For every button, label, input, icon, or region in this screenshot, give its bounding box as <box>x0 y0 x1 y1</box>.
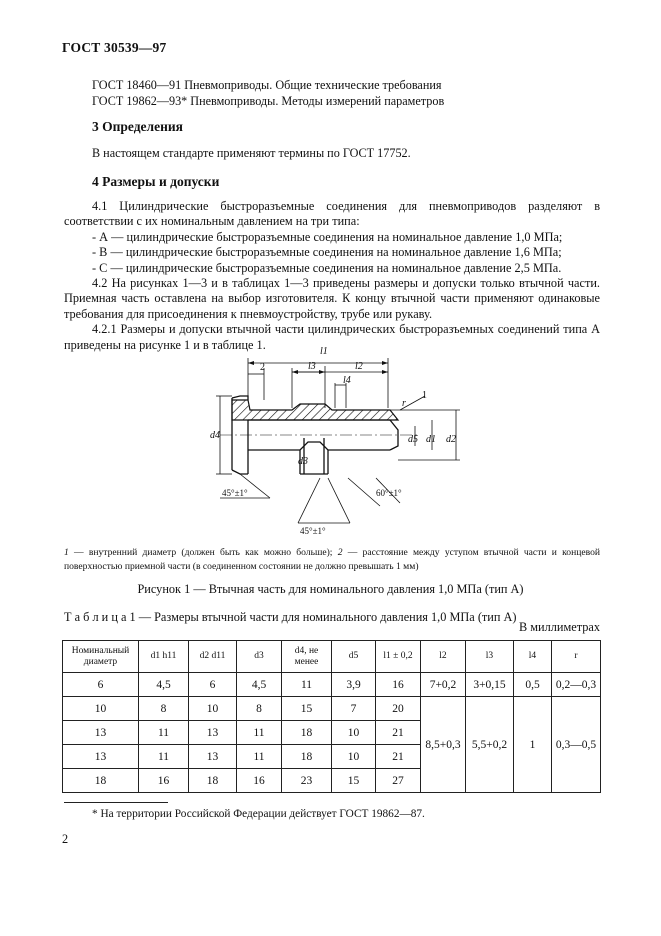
legend-text: — внутренний диаметр (должен быть как можно больше); <box>68 547 338 558</box>
table-cell: 11 <box>139 721 189 745</box>
table-cell: 11 <box>139 745 189 769</box>
table-cell: 7 <box>332 697 376 721</box>
chamfer-label: 45°±1° <box>300 526 326 536</box>
type-a-item: - А — цилиндрические быстроразъемные соединения на номинальное давление 1,0 МПа; <box>92 229 563 244</box>
table-cell: 4,5 <box>139 673 189 697</box>
label-l1: l1 <box>320 346 328 357</box>
table-cell: 20 <box>376 697 421 721</box>
table-cell: 8 <box>237 697 282 721</box>
footnote: * На территории Российской Федерации действует ГОСТ 19862—87. <box>92 808 425 820</box>
table-row <box>63 673 601 697</box>
column-header: d4, не менее <box>282 641 332 673</box>
table-cell: 7+0,2 <box>421 673 466 697</box>
table-cell: 18 <box>282 721 332 745</box>
type-c-item: - С — цилиндрические быстроразъемные соединения на номинальное давление 2,5 МПа. <box>92 260 562 275</box>
column-header: l1 ± 0,2 <box>376 641 421 673</box>
reference-line: ГОСТ 19862—93* Пневмоприводы. Методы измерений параметров <box>92 94 445 108</box>
table-cell: 13 <box>63 745 139 769</box>
table-header-row <box>63 641 601 673</box>
table-cell: 18 <box>63 769 139 793</box>
paragraph-4-2-1: 4.2.1 Размеры и допуски втычной части цилиндрических быстроразъемных соединений типа А приведены на рисунке 1 и в таблице 1. <box>64 322 600 352</box>
table-cell: 21 <box>376 745 421 769</box>
table-cell: 11 <box>237 721 282 745</box>
table-cell: 16 <box>376 673 421 697</box>
merged-cell: 0,3—0,5 <box>552 697 601 793</box>
table-cell: 16 <box>237 769 282 793</box>
footnote-divider <box>64 802 168 803</box>
table-cell: 23 <box>282 769 332 793</box>
label-l2: l2 <box>355 361 363 372</box>
callout-1: 1 <box>422 390 427 401</box>
column-header: r <box>552 641 601 673</box>
label-d2: d2 <box>446 434 456 445</box>
legend-number: 1 <box>64 547 69 558</box>
section-4-title: 4 Размеры и допуски <box>92 174 220 189</box>
type-b-item: - В — цилиндрические быстроразъемные соединения на номинальное давление 1,6 МПа; <box>92 245 562 260</box>
column-header: l2 <box>421 641 466 673</box>
table-cell: 15 <box>332 769 376 793</box>
table-cell: 15 <box>282 697 332 721</box>
label-d3: d3 <box>298 456 308 467</box>
table-cell: 0,5 <box>514 673 552 697</box>
merged-cell: 5,5+0,2 <box>466 697 514 793</box>
legend-text: — расстояние между уступом втычной части и концевой поверхностью приемной части (в соединенном состоянии не должно превышать 1 мм) <box>64 547 601 572</box>
table-cell: 0,2—0,3 <box>552 673 601 697</box>
paragraph-4-2: 4.2 На рисунках 1—3 и в таблицах 1—3 приведены размеры и допуски только втычной части. Приемная часть оставлена на выбор изготовителя. К концу втычной части применяют одинаковые требования для присоединения к пневмоустройству, трубе или рукаву. <box>64 276 600 321</box>
figure-caption: Рисунок 1 — Втычная часть для номинального давления 1,0 МПа (тип А) <box>137 582 524 596</box>
table-cell: 4,5 <box>237 673 282 697</box>
table-cell: 27 <box>376 769 421 793</box>
column-header: Номинальный диаметр <box>63 641 139 673</box>
column-header: d5 <box>332 641 376 673</box>
figure-legend <box>64 546 600 573</box>
column-header: d3 <box>237 641 282 673</box>
table-units: В миллиметрах <box>518 620 600 634</box>
label-l3: l3 <box>308 361 316 372</box>
table-cell: 11 <box>237 745 282 769</box>
table-caption: Т а б л и ц а 1 — Размеры втычной части для номинального давления 1,0 МПа (тип А) <box>64 610 517 624</box>
table-cell: 21 <box>376 721 421 745</box>
table-cell: 10 <box>332 745 376 769</box>
table-cell: 3,9 <box>332 673 376 697</box>
angle-label: 60°±1° <box>376 488 402 498</box>
table-cell: 8 <box>139 697 189 721</box>
table-cell: 18 <box>189 769 237 793</box>
table-cell: 11 <box>282 673 332 697</box>
column-header: l3 <box>466 641 514 673</box>
section-4-body <box>64 199 600 353</box>
dimensions-table <box>62 640 601 793</box>
label-l4: l4 <box>343 375 351 386</box>
callout-2: 2 <box>260 362 265 373</box>
section-3-title: 3 Определения <box>92 119 183 134</box>
column-header: d1 h11 <box>139 641 189 673</box>
column-header: d2 d11 <box>189 641 237 673</box>
figure-1-drawing <box>180 338 480 538</box>
table-cell: 16 <box>139 769 189 793</box>
table-cell: 10 <box>63 697 139 721</box>
label-r: r <box>402 398 406 409</box>
reference-line: ГОСТ 18460—91 Пневмоприводы. Общие технические требования <box>92 78 442 92</box>
table-cell: 6 <box>189 673 237 697</box>
column-header: l4 <box>514 641 552 673</box>
table-row <box>63 697 601 721</box>
table-cell: 10 <box>189 697 237 721</box>
paragraph-4-1: 4.1 Цилиндрические быстроразъемные соединения для пневмоприводов разделяют в соответствии с их номинальным давлением на три типа: <box>64 199 600 229</box>
table-cell: 13 <box>63 721 139 745</box>
table-cell: 18 <box>282 745 332 769</box>
table-cell: 13 <box>189 745 237 769</box>
table-cell: 13 <box>189 721 237 745</box>
merged-cell: 1 <box>514 697 552 793</box>
merged-cell: 8,5+0,3 <box>421 697 466 793</box>
page-number: 2 <box>62 832 69 846</box>
label-d5: d5 <box>408 434 418 445</box>
label-d1: d1 <box>426 434 436 445</box>
table-cell: 6 <box>63 673 139 697</box>
document-header: ГОСТ 30539—97 <box>62 40 167 55</box>
label-d4: d4 <box>210 430 220 441</box>
table-cell: 3+0,15 <box>466 673 514 697</box>
section-3-text: В настоящем стандарте применяют термины по ГОСТ 17752. <box>92 146 411 160</box>
chamfer-label: 45°±1° <box>222 488 248 498</box>
legend-number: 2 <box>337 547 343 558</box>
table-cell: 10 <box>332 721 376 745</box>
